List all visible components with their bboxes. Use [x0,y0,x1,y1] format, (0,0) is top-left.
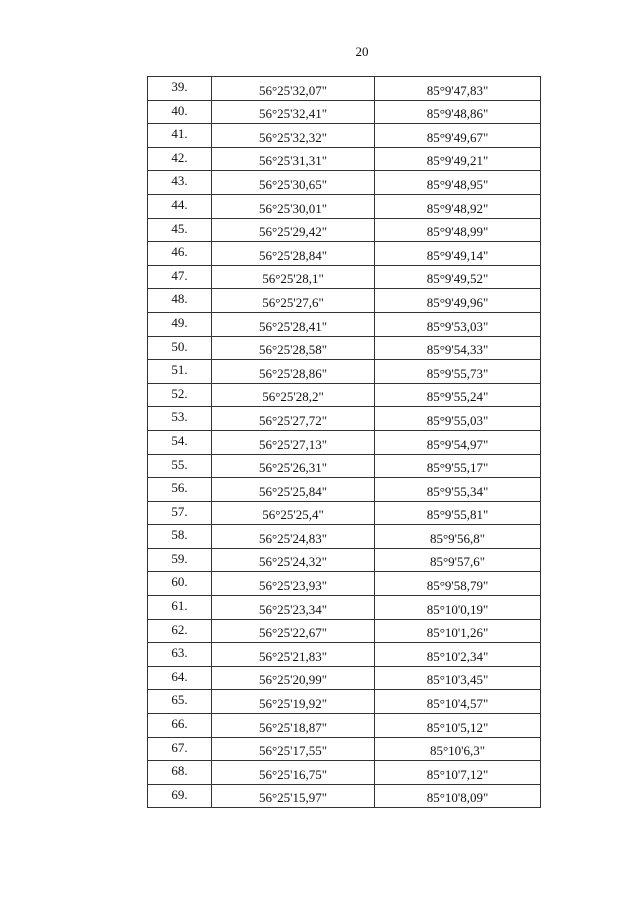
longitude-cell: 85°9'49,96" [375,289,541,313]
longitude-cell: 85°10'2,34" [375,643,541,667]
point-number-cell: 56. [148,478,212,502]
coordinates-table-body [148,77,541,808]
longitude-cell: 85°9'48,86" [375,100,541,124]
latitude-cell: 56°25'29,42" [212,218,375,242]
latitude-cell: 56°25'24,32" [212,548,375,572]
point-number-cell: 68. [148,761,212,785]
latitude-cell: 56°25'32,41" [212,100,375,124]
latitude-cell: 56°25'19,92" [212,690,375,714]
point-number-cell: 52. [148,383,212,407]
point-number-cell: 40. [148,100,212,124]
longitude-cell: 85°9'48,95" [375,171,541,195]
longitude-cell: 85°10'6,3" [375,737,541,761]
table-row [148,430,541,454]
table-row [148,265,541,289]
table-row [148,761,541,785]
table-row [148,454,541,478]
latitude-cell: 56°25'28,2" [212,383,375,407]
point-number-cell: 49. [148,312,212,336]
latitude-cell: 56°25'17,55" [212,737,375,761]
table-row [148,501,541,525]
table-row [148,171,541,195]
point-number-cell: 60. [148,572,212,596]
table-row [148,147,541,171]
latitude-cell: 56°25'26,31" [212,454,375,478]
table-row [148,77,541,101]
point-number-cell: 67. [148,737,212,761]
longitude-cell: 85°10'8,09" [375,784,541,808]
latitude-cell: 56°25'28,1" [212,265,375,289]
table-row [148,619,541,643]
table-row [148,572,541,596]
point-number-cell: 69. [148,784,212,808]
latitude-cell: 56°25'32,07" [212,77,375,101]
longitude-cell: 85°10'7,12" [375,761,541,785]
point-number-cell: 59. [148,548,212,572]
longitude-cell: 85°10'4,57" [375,690,541,714]
table-row [148,124,541,148]
table-row [148,643,541,667]
table-row [148,218,541,242]
point-number-cell: 47. [148,265,212,289]
table-row [148,312,541,336]
longitude-cell: 85°9'48,92" [375,194,541,218]
longitude-cell: 85°9'55,17" [375,454,541,478]
longitude-cell: 85°10'1,26" [375,619,541,643]
point-number-cell: 43. [148,171,212,195]
longitude-cell: 85°9'55,81" [375,501,541,525]
point-number-cell: 62. [148,619,212,643]
table-row [148,525,541,549]
longitude-cell: 85°9'49,67" [375,124,541,148]
page-number: 20 [355,44,369,59]
point-number-cell: 63. [148,643,212,667]
longitude-cell: 85°9'55,34" [375,478,541,502]
point-number-cell: 55. [148,454,212,478]
latitude-cell: 56°25'21,83" [212,643,375,667]
table-row [148,548,541,572]
table-row [148,690,541,714]
longitude-cell: 85°9'57,6" [375,548,541,572]
latitude-cell: 56°25'27,6" [212,289,375,313]
latitude-cell: 56°25'27,72" [212,407,375,431]
point-number-cell: 45. [148,218,212,242]
latitude-cell: 56°25'32,32" [212,124,375,148]
table-row [148,407,541,431]
longitude-cell: 85°9'54,97" [375,430,541,454]
longitude-cell: 85°9'49,21" [375,147,541,171]
longitude-cell: 85°10'0,19" [375,596,541,620]
point-number-cell: 42. [148,147,212,171]
latitude-cell: 56°25'20,99" [212,666,375,690]
table-row [148,242,541,266]
table-row [148,596,541,620]
latitude-cell: 56°25'16,75" [212,761,375,785]
point-number-cell: 48. [148,289,212,313]
latitude-cell: 56°25'28,41" [212,312,375,336]
point-number-cell: 46. [148,242,212,266]
point-number-cell: 39. [148,77,212,101]
longitude-cell: 85°9'55,73" [375,360,541,384]
longitude-cell: 85°10'3,45" [375,666,541,690]
table-row [148,714,541,738]
latitude-cell: 56°25'28,84" [212,242,375,266]
latitude-cell: 56°25'18,87" [212,714,375,738]
latitude-cell: 56°25'28,58" [212,336,375,360]
point-number-cell: 53. [148,407,212,431]
longitude-cell: 85°9'55,24" [375,383,541,407]
point-number-cell: 57. [148,501,212,525]
longitude-cell: 85°9'47,83" [375,77,541,101]
longitude-cell: 85°9'58,79" [375,572,541,596]
latitude-cell: 56°25'25,84" [212,478,375,502]
point-number-cell: 65. [148,690,212,714]
coordinates-table [147,76,541,808]
latitude-cell: 56°25'25,4" [212,501,375,525]
point-number-cell: 54. [148,430,212,454]
table-row [148,360,541,384]
table-row [148,737,541,761]
longitude-cell: 85°9'55,03" [375,407,541,431]
latitude-cell: 56°25'22,67" [212,619,375,643]
latitude-cell: 56°25'28,86" [212,360,375,384]
point-number-cell: 44. [148,194,212,218]
longitude-cell: 85°9'54,33" [375,336,541,360]
latitude-cell: 56°25'31,31" [212,147,375,171]
latitude-cell: 56°25'23,34" [212,596,375,620]
latitude-cell: 56°25'27,13" [212,430,375,454]
table-row [148,194,541,218]
longitude-cell: 85°10'5,12" [375,714,541,738]
longitude-cell: 85°9'49,52" [375,265,541,289]
table-row [148,100,541,124]
point-number-cell: 50. [148,336,212,360]
point-number-cell: 64. [148,666,212,690]
table-row [148,478,541,502]
latitude-cell: 56°25'30,65" [212,171,375,195]
point-number-cell: 61. [148,596,212,620]
table-row [148,336,541,360]
longitude-cell: 85°9'56,8" [375,525,541,549]
latitude-cell: 56°25'23,93" [212,572,375,596]
point-number-cell: 51. [148,360,212,384]
longitude-cell: 85°9'53,03" [375,312,541,336]
table-row [148,666,541,690]
point-number-cell: 66. [148,714,212,738]
point-number-cell: 41. [148,124,212,148]
longitude-cell: 85°9'48,99" [375,218,541,242]
latitude-cell: 56°25'15,97" [212,784,375,808]
table-row [148,383,541,407]
latitude-cell: 56°25'30,01" [212,194,375,218]
longitude-cell: 85°9'49,14" [375,242,541,266]
table-row [148,289,541,313]
latitude-cell: 56°25'24,83" [212,525,375,549]
point-number-cell: 58. [148,525,212,549]
table-row [148,784,541,808]
